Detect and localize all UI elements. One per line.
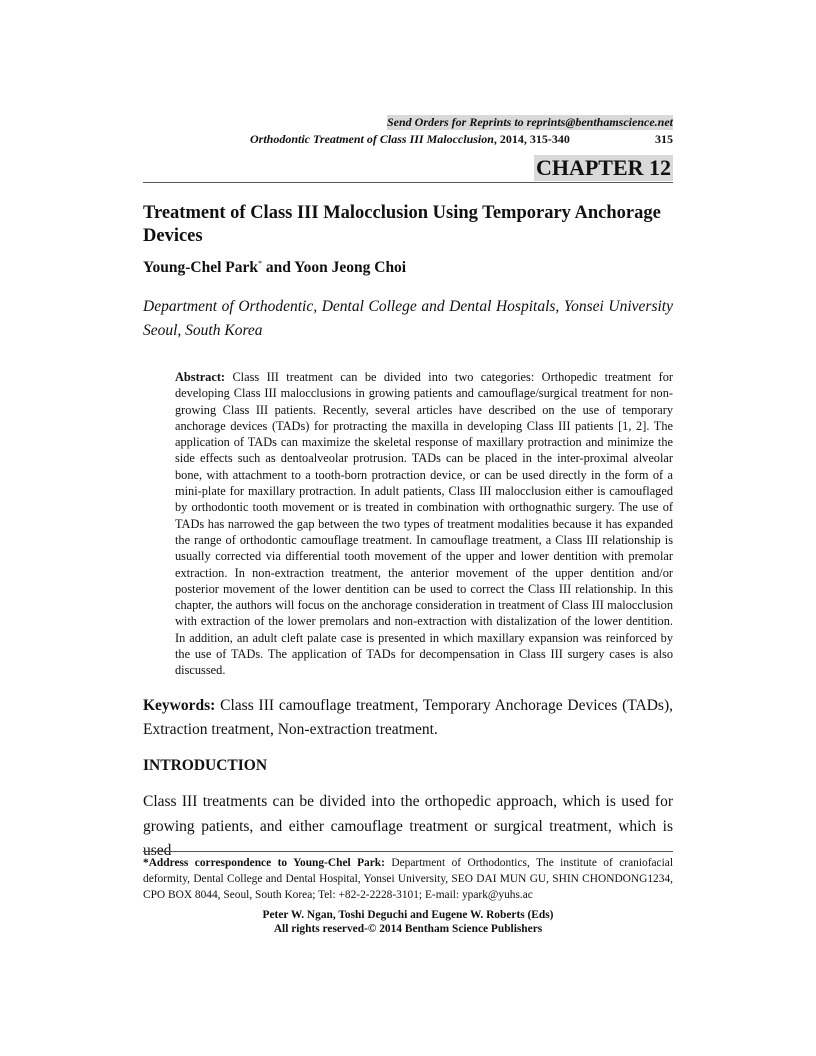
author-mark: * bbox=[257, 259, 262, 268]
reprints-notice: Send Orders for Reprints to reprints@benthamscience.net bbox=[386, 115, 673, 129]
author-1: Young-Chel Park bbox=[143, 259, 258, 277]
article-title: Treatment of Class III Malocclusion Using Temporary Anchorage Devices bbox=[143, 203, 661, 246]
correspondence-footnote bbox=[143, 855, 673, 903]
intro-paragraph: Class III treatments can be divided into the orthopedic approach, which is used for growing patients, and either camouflage treatment or surgical treatment, which is used bbox=[143, 793, 673, 859]
footnote-label: *Address correspondence to Young-Chel Park: bbox=[143, 857, 385, 869]
book-info: , 2014, 315-340 bbox=[493, 132, 570, 146]
keywords-text: Class III camouflage treatment, Temporary Anchorage Devices (TADs), Extraction treatment, Non-extraction treatment. bbox=[143, 697, 673, 738]
authors bbox=[143, 259, 406, 277]
copyright: All rights reserved-© 2014 Bentham Science Publishers bbox=[273, 923, 543, 935]
affiliation: Department of Orthodentic, Dental College and Dental Hospitals, Yonsei University Seoul, South Korea bbox=[143, 298, 673, 339]
abstract-text: Class III treatment can be divided into two categories: Orthopedic treatment for developing Class III malocclusions in growing patients and camouflage/surgical treatment for non-growing Class III patients. Recently, several articles have described on the use of temporary anchorage devices (TADs) for protracting the maxilla in developing Class III patients [1, 2]. The application of TADs can maximize the skeletal response of maxillary protraction and minimize the side effects such as dentoalveolar protrusion. TADs can be placed in the inter-proximal alveolar bone, with attachment to a tooth-born protraction device, or can be used directly in the form of a mini-plate for maxillary protraction. In adult patients, Class III malocclusion either is camouflaged by orthodontic tooth movement or is treated in combination with orthognathic surgery. The use of TADs has narrowed the gap between the two types of treatment modalities because it has expanded the range of orthodontic camouflage treatment. In camouflage treatment, a Class III relationship is usually corrected via differential tooth movement of the upper and lower dentition with premolar extraction. In non-extraction treatment, the anterior movement of the upper dentition and/or posterior movement of the lower dentition can be used to correct the Class III relationship. In this chapter, the authors will focus on the anchorage consideration in treatment of Class III malocclusion with extraction of the lower premolars and non-extraction with distalization of the lower dentition. In addition, an adult cleft palate case is presented in which maxillary expansion was reinforced by the use of TADs. The application of TADs for decompensation in Class III surgery cases is also discussed. bbox=[175, 370, 673, 678]
author-2: and Yoon Jeong Choi bbox=[261, 259, 407, 277]
chapter-label: CHAPTER 12 bbox=[535, 155, 671, 180]
keywords-label: Keywords: bbox=[143, 697, 216, 714]
abstract bbox=[175, 369, 673, 679]
footnote-rule bbox=[143, 851, 673, 852]
running-header bbox=[250, 132, 570, 147]
abstract-label: Abstract: bbox=[175, 370, 226, 384]
header-rule bbox=[143, 182, 673, 183]
book-title: Orthodontic Treatment of Class III Malocclusion bbox=[250, 132, 494, 146]
editors: Peter W. Ngan, Toshi Deguchi and Eugene W. Roberts (Eds) bbox=[262, 909, 554, 921]
keywords bbox=[143, 694, 673, 742]
footnote-text: Department of Orthodontics, The institute of craniofacial deformity, Dental College and Dental Hospital, Yonsei University, SEO DAI MUN GU, SHIN CHONDONG1234, CPO BOX 8044, Seoul, South Korea; Tel: +82-2-2228-3101; E-mail: ypark@yuhs.ac bbox=[143, 857, 673, 901]
section-heading: INTRODUCTION bbox=[143, 757, 268, 774]
publisher-footer bbox=[143, 908, 673, 936]
page-number: 315 bbox=[655, 132, 673, 146]
